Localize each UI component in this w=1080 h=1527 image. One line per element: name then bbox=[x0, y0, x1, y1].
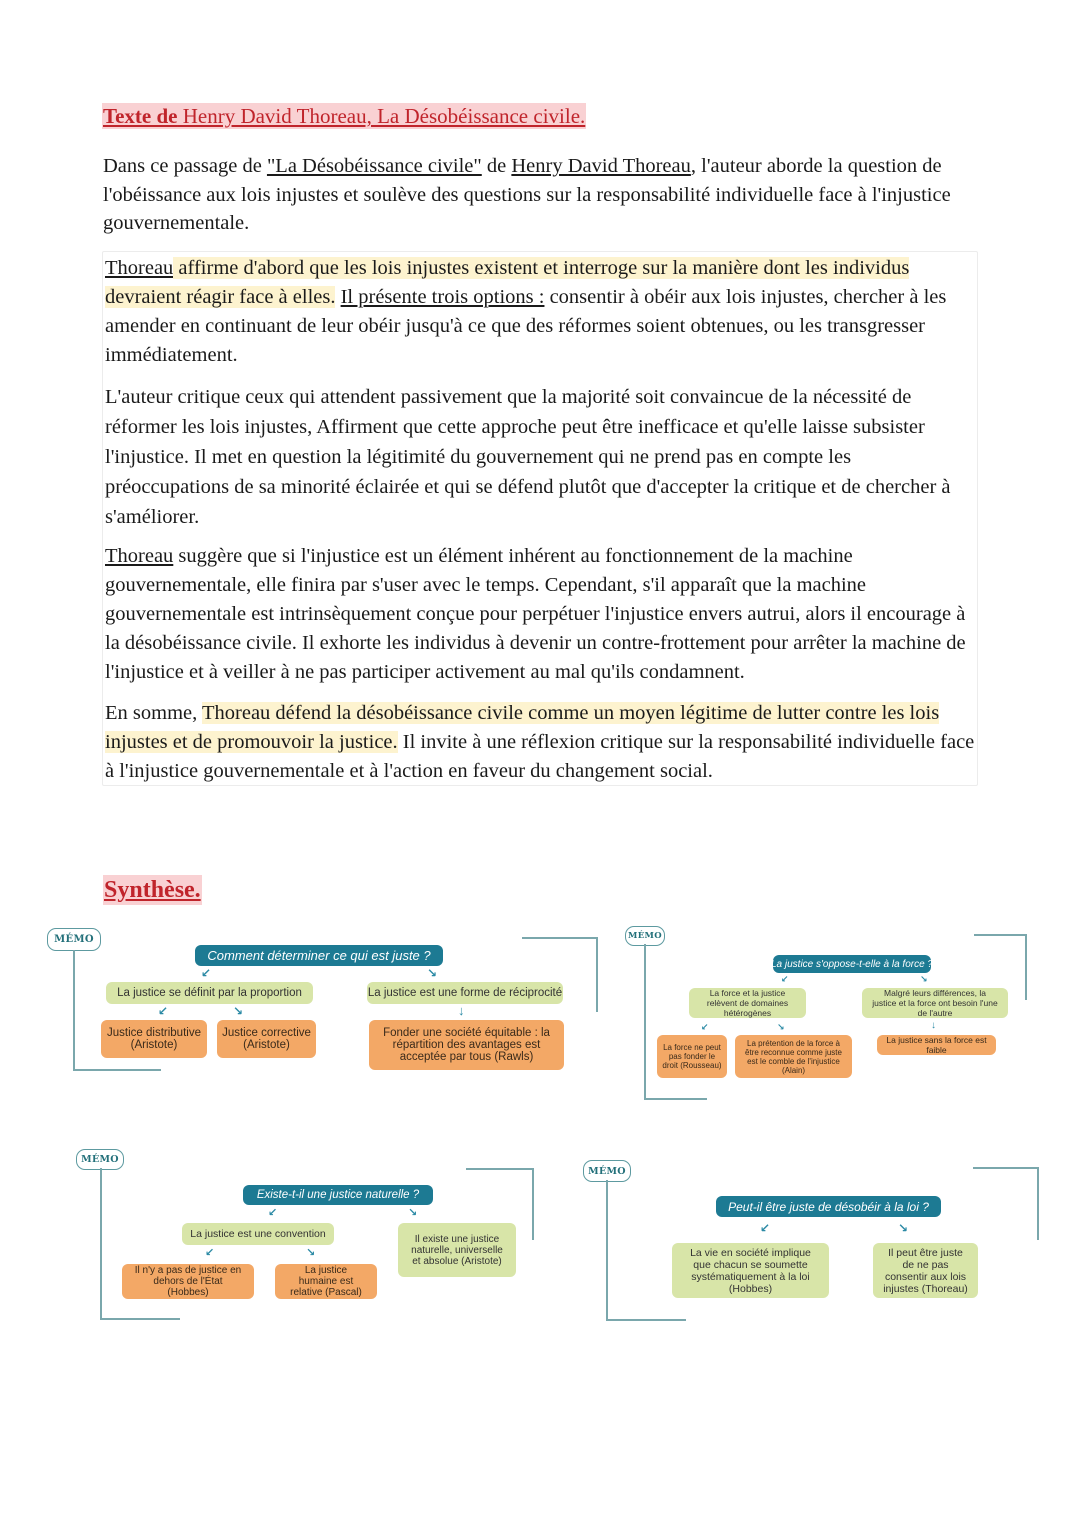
arrow-sw-icon: ↙ bbox=[781, 974, 789, 984]
memo-badge: MÉMO bbox=[625, 926, 665, 946]
memo-badge: MÉMO bbox=[47, 928, 101, 951]
paragraph-4 bbox=[105, 699, 980, 786]
paragraph-text: consentir à obéir aux lois injustes, chercher à les amender en continuant de leur obéir jusqu'à ce que des réformes soient obtenues, ou les transgresser immédiatement. bbox=[105, 286, 947, 366]
memo-badge: MÉMO bbox=[76, 1149, 124, 1170]
bracket-line bbox=[973, 1167, 1038, 1169]
detail-box: Fonder une société équitable : la répartition des avantages est acceptée par tous (Rawls) bbox=[369, 1020, 564, 1070]
document-title bbox=[102, 103, 586, 129]
bracket-line bbox=[606, 1319, 686, 1321]
paragraph-text: suggère que si l'injustice est un élément inhérent au fonctionnement de la machine gouvernementale, elle finira par s'user avec le temps. Cependant, s'il apparaît que la machine gouvernementale est intrinsèquement conçue pour perpétuer l'injustice envers autrui, alors il encourage à la désobéissance civile. Il exhorte les individus à devenir un contre-frottement pour arrêter la machine de l'injustice et à veiller à ne pas participer activement au mal qu'ils condamnent. bbox=[105, 545, 966, 683]
work-title: "La Désobéissance civile" bbox=[266, 155, 482, 177]
bracket-line bbox=[100, 1168, 102, 1319]
arrow-se-icon: ↘ bbox=[306, 1247, 316, 1259]
arrow-sw-icon: ↙ bbox=[158, 1004, 169, 1018]
bracket-line bbox=[596, 937, 598, 1012]
detail-box: La force ne peut pas fonder le droit (Rousseau) bbox=[657, 1035, 727, 1078]
bracket-line bbox=[1025, 934, 1027, 1000]
author-link: Thoreau bbox=[105, 257, 174, 279]
highlighted-text: Thoreau défend la désobéissance civile comme un moyen légitime de lutter contre les lois injustes et de promouvoir la justice. bbox=[105, 702, 940, 753]
detail-box: La justice sans la force est faible bbox=[877, 1035, 996, 1055]
synthese-title: Synthèse. bbox=[104, 877, 201, 903]
arrow-sw-icon: ↙ bbox=[701, 1022, 709, 1032]
bracket-line bbox=[466, 1168, 533, 1170]
detail-box: La prétention de la force à être reconnue comme juste est le comble de l'injustice (Alain) bbox=[735, 1035, 852, 1078]
arrow-se-icon: ↘ bbox=[920, 974, 928, 984]
arrow-sw-icon: ↙ bbox=[268, 1207, 278, 1219]
bracket-line bbox=[606, 1180, 608, 1320]
underlined-text: Il présente trois options : bbox=[340, 286, 545, 308]
answer-box: La justice est une forme de réciprocité bbox=[367, 982, 563, 1004]
paragraph-1 bbox=[105, 254, 980, 370]
paragraph-text: Il invite à une réflexion critique sur la responsabilité individuelle face à l'injustice gouvernementale et à l'action en faveur du changement social. bbox=[105, 731, 975, 782]
arrow-se-icon: ↘ bbox=[777, 1022, 785, 1032]
answer-box: Il peut être juste de ne pas consentir aux lois injustes (Thoreau) bbox=[873, 1243, 978, 1298]
answer-box: La vie en société implique que chacun se soumette systématiquement à la loi (Hobbes) bbox=[672, 1243, 829, 1298]
question-box: Peut-il être juste de désobéir à la loi ? bbox=[716, 1196, 941, 1217]
detail-box: Il n'y a pas de justice en dehors de l'État (Hobbes) bbox=[122, 1264, 254, 1299]
bracket-line bbox=[532, 1168, 534, 1240]
arrow-sw-icon: ↙ bbox=[205, 1247, 215, 1259]
bracket-line bbox=[73, 1069, 161, 1071]
arrow-se-icon: ↘ bbox=[233, 1004, 244, 1018]
intro-text: de bbox=[481, 155, 512, 177]
arrow-se-icon: ↘ bbox=[408, 1207, 418, 1219]
title-text: Henry David Thoreau, La Désobéissance civile. bbox=[177, 104, 586, 128]
arrow-down-icon: ↓ bbox=[458, 1003, 465, 1018]
detail-box: La justice humaine est relative (Pascal) bbox=[275, 1264, 377, 1299]
author-link: Thoreau bbox=[105, 545, 174, 567]
author-name: Henry David Thoreau bbox=[511, 155, 691, 177]
arrow-se-icon: ↘ bbox=[898, 1221, 909, 1235]
bracket-line bbox=[522, 937, 597, 939]
intro-text: , l'auteur aborde la question de l'obéissance aux lois injustes et soulève des questions sur la responsabilité individuelle face à l'injustice gouvernementale. bbox=[103, 155, 951, 234]
paragraph-3 bbox=[105, 542, 980, 687]
arrow-down-icon: ↓ bbox=[931, 1020, 936, 1031]
detail-box: Justice corrective (Aristote) bbox=[217, 1020, 316, 1058]
title-bold: Texte de bbox=[103, 104, 178, 128]
bracket-line bbox=[1037, 1167, 1039, 1240]
answer-box: Il existe une justice naturelle, universelle et absolue (Aristote) bbox=[398, 1223, 516, 1277]
answer-box: La justice se définit par la proportion bbox=[106, 982, 313, 1004]
answer-box: La force et la justice relèvent de domaines hétérogènes bbox=[689, 988, 806, 1018]
paragraph-2: L'auteur critique ceux qui attendent passivement que la majorité soit convaincue de la nécessité de réformer les lois injustes, Affirment que cette approche peut être inefficace et qu'elle laisse subsister l'injustice. Il met en question la légitimité du gouvernement qui ne prend pas en compte les préoccupations de sa minorité éclairée et qui se défend plutôt que d'accepter la critique et de chercher à s'améliorer. bbox=[105, 386, 951, 528]
question-box: Comment déterminer ce qui est juste ? bbox=[195, 945, 443, 966]
bracket-line bbox=[73, 950, 75, 1070]
question-box: La justice s'oppose-t-elle à la force ? bbox=[773, 955, 931, 973]
intro-text: Dans ce passage de bbox=[103, 155, 267, 177]
answer-box: La justice est une convention bbox=[182, 1223, 334, 1245]
detail-box: Justice distributive (Aristote) bbox=[101, 1020, 207, 1058]
paragraph-text: En somme, bbox=[105, 702, 202, 724]
arrow-sw-icon: ↙ bbox=[201, 966, 212, 980]
bracket-line bbox=[100, 1318, 180, 1320]
arrow-se-icon: ↘ bbox=[427, 966, 438, 980]
memo-badge: MÉMO bbox=[583, 1160, 631, 1182]
bracket-line bbox=[644, 944, 646, 1099]
bracket-line bbox=[974, 934, 1026, 936]
answer-box: Malgré leurs différences, la justice et la force ont besoin l'une de l'autre bbox=[862, 988, 1008, 1018]
bracket-line bbox=[644, 1098, 707, 1100]
question-box: Existe-t-il une justice naturelle ? bbox=[243, 1185, 433, 1205]
intro-paragraph bbox=[103, 152, 983, 238]
arrow-sw-icon: ↙ bbox=[760, 1221, 771, 1235]
highlighted-text: affirme d'abord que les lois injustes existent et interroge sur la manière dont les individus devraient réagir face à elles. bbox=[105, 257, 910, 308]
